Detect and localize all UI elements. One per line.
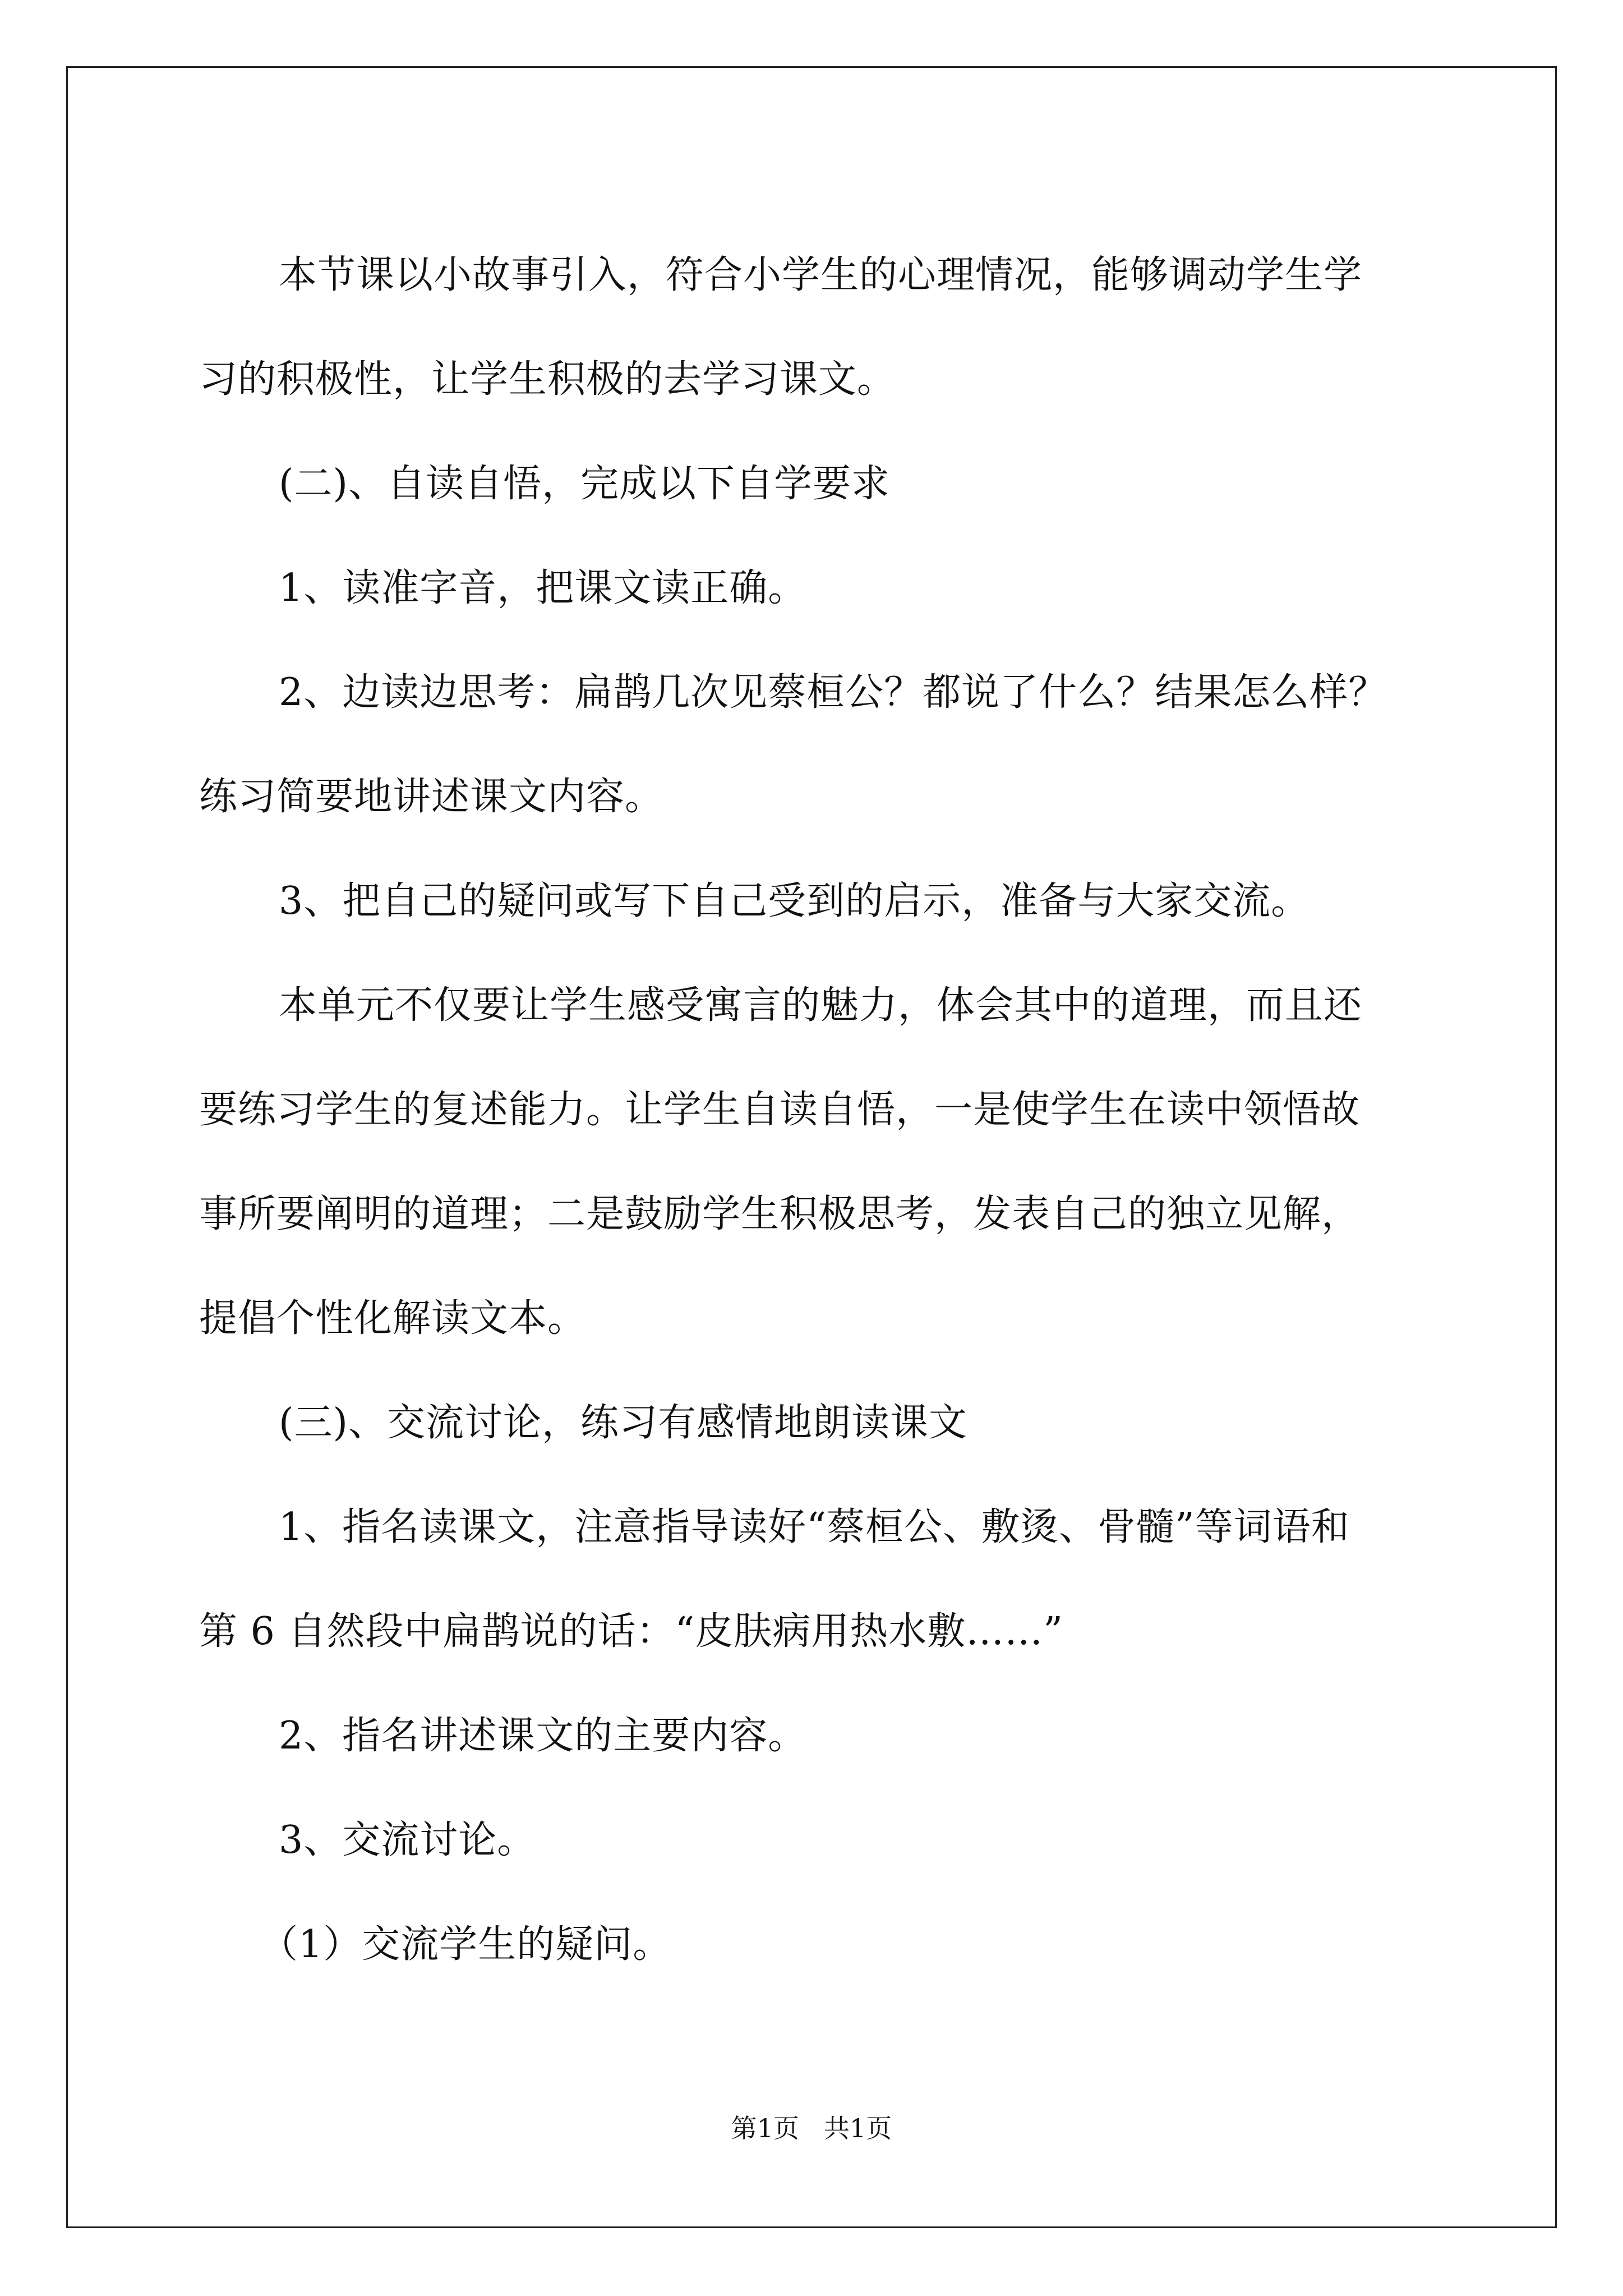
- page-number-total: 共1页: [824, 2113, 892, 2143]
- section-heading-2: (二)、自读自悟，完成以下自学要求: [279, 462, 891, 506]
- requirement-item-3: 3、把自己的疑问或写下自己受到的启示，准备与大家交流。: [279, 879, 1310, 923]
- section-heading-3: (三)、交流讨论，练习有感情地朗读课文: [279, 1401, 968, 1445]
- step-item-1-line-1: 1、指名读课文，注意指导读好“蔡桓公、敷烫、骨髓”等词语和: [279, 1505, 1350, 1549]
- step-item-2: 2、指名讲述课文的主要内容。: [279, 1714, 807, 1758]
- requirement-item-1: 1、读准字音，把课文读正确。: [279, 566, 807, 610]
- paragraph-intro-line-1: 本节课以小故事引入，符合小学生的心理情况，能够调动学生学: [279, 253, 1363, 297]
- requirement-item-2-line-2: 练习简要地讲述课文内容。: [199, 775, 664, 819]
- document-body: [199, 223, 1489, 1997]
- requirement-item-2-line-1: 2、边读边思考：扁鹊几次见蔡桓公？都说了什么？结果怎么样？: [279, 670, 1387, 715]
- step-item-3-sub-1: （1）交流学生的疑问。: [260, 1922, 672, 1967]
- step-item-1-line-2: 第 6 自然段中扁鹊说的话：“皮肤病用热水敷……”: [199, 1609, 1064, 1654]
- paragraph-note-line-3: 事所要阐明的道理；二是鼓励学生积极思考，发表自己的独立见解，: [199, 1192, 1361, 1236]
- page-number-current: 第1页: [731, 2113, 799, 2143]
- paragraph-note-line-4: 提倡个性化解读文本。: [199, 1296, 587, 1341]
- page-footer: [0, 2111, 1623, 2145]
- paragraph-note-line-2: 要练习学生的复述能力。让学生自读自悟，一是使学生在读中领悟故: [199, 1088, 1361, 1132]
- paragraph-note-line-1: 本单元不仅要让学生感受寓言的魅力，体会其中的道理，而且还: [279, 983, 1363, 1028]
- paragraph-intro-line-2: 习的积极性，让学生积极的去学习课文。: [199, 357, 896, 402]
- step-item-3: 3、交流讨论。: [279, 1818, 536, 1862]
